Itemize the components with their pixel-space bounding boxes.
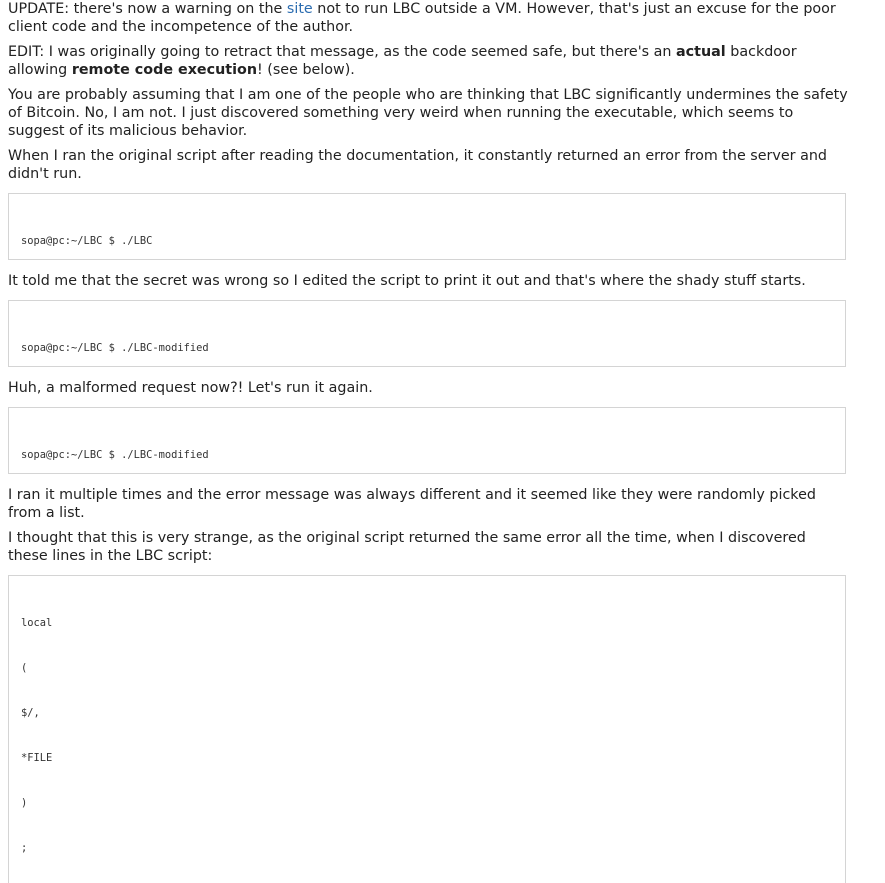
told-me-paragraph: It told me that the secret was wrong so I edited the script to print it out and that's where the shady stuff starts. — [8, 273, 806, 289]
code-line: ( — [21, 662, 28, 674]
edit-bold-actual: actual — [676, 44, 726, 60]
update-text: UPDATE: there's now a warning on the — [8, 1, 287, 17]
multiple-paragraph: I ran it multiple times and the error message was always different and it seemed like they were randomly picked from a list. — [8, 487, 816, 521]
code-line: ; — [21, 842, 28, 854]
ran-original-paragraph: When I ran the original script after reading the documentation, it constantly returned an error from the server and didn't run. — [8, 148, 827, 182]
update-text-rest: not to run LBC outside a VM. However, that's just an excuse for the poor client code and the incompetence of the author. — [8, 1, 836, 35]
huh-paragraph: Huh, a malformed request now?! Let's run it again. — [8, 380, 373, 396]
strange-paragraph: I thought that this is very strange, as the original script returned the same error all the time, when I discovered these lines in the LBC script: — [8, 530, 806, 564]
code-block-modified-2 — [8, 407, 846, 474]
code-line: $/, — [21, 707, 40, 719]
code-line: ) — [21, 797, 28, 809]
site-link[interactable]: site — [286, 1, 313, 17]
edit-bold-rce: remote code execution — [71, 62, 257, 78]
update-paragraph — [8, 0, 848, 36]
code-line: *FILE — [21, 752, 53, 764]
code-line: sopa@pc:~/LBC $ ./LBC-modified — [21, 342, 209, 354]
edit-text-middle: backdoor allowing — [8, 44, 797, 78]
edit-text-end: ! (see below). — [257, 62, 355, 78]
edit-text: EDIT: I was originally going to retract that message, as the code seemed safe, but there's an — [8, 44, 677, 60]
code-block-original — [8, 193, 846, 260]
code-line: local — [21, 617, 53, 629]
code-line: sopa@pc:~/LBC $ ./LBC — [21, 235, 153, 247]
edit-paragraph — [8, 43, 848, 79]
code-block-modified-1 — [8, 300, 846, 367]
intro-paragraph: You are probably assuming that I am one of the people who are thinking that LBC significantly undermines the safety of Bitcoin. No, I am not. I just discovered something very weird when running the executable, which seems to suggest of its malicious behavior. — [8, 87, 848, 139]
code-block-lbc-script[interactable] — [8, 575, 846, 883]
code-line: sopa@pc:~/LBC $ ./LBC-modified — [21, 449, 209, 461]
